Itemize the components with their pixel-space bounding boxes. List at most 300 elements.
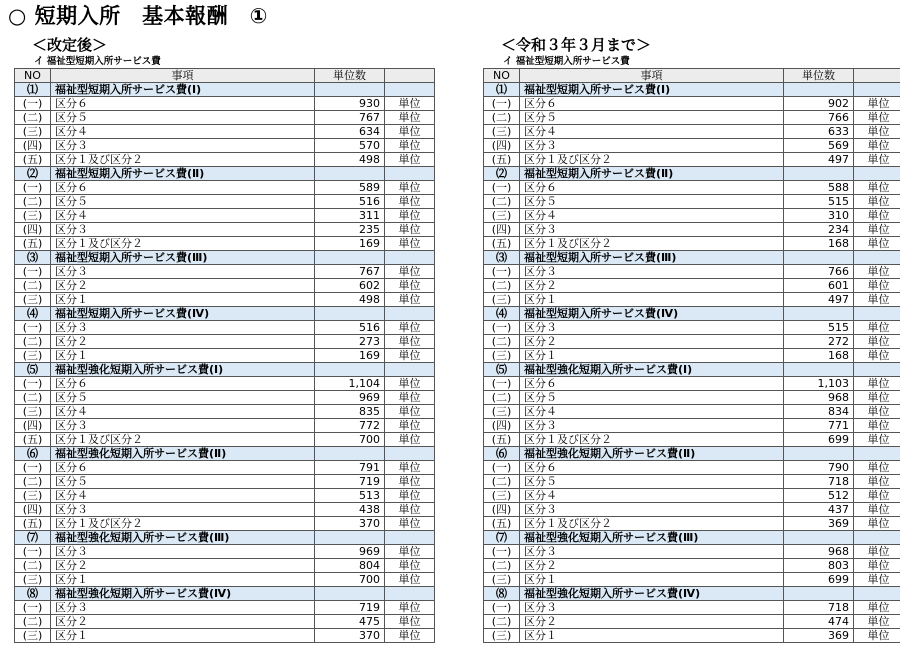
row-number: (一) — [484, 97, 520, 111]
row-unit-label: 単位 — [385, 97, 435, 111]
row-unit-label: 単位 — [854, 265, 900, 279]
row-unit-label: 単位 — [854, 517, 900, 531]
row-unit-label: 単位 — [854, 335, 900, 349]
row-name: 区分３ — [51, 601, 315, 615]
row-number: (三) — [15, 629, 51, 643]
group-number: ⑸ — [484, 363, 520, 377]
row-unit-label: 単位 — [385, 335, 435, 349]
table-header — [484, 69, 900, 83]
table-row — [15, 279, 435, 293]
row-units: 633 — [784, 125, 854, 139]
table-row — [484, 629, 900, 643]
row-unit-label: 単位 — [854, 391, 900, 405]
row-unit-label: 単位 — [854, 377, 900, 391]
table-row — [484, 335, 900, 349]
group-number: ⑹ — [484, 447, 520, 461]
previous-section — [483, 34, 900, 643]
row-number: (五) — [484, 237, 520, 251]
row-name: 区分５ — [520, 111, 784, 125]
row-units: 790 — [784, 461, 854, 475]
row-units: 438 — [315, 503, 385, 517]
group-row — [484, 363, 900, 377]
group-unit-blank — [854, 167, 900, 181]
row-unit-label: 単位 — [854, 97, 900, 111]
group-value-blank — [315, 447, 385, 461]
page-title: ○ 短期入所 基本報酬 ① — [8, 4, 268, 28]
row-unit-label: 単位 — [385, 139, 435, 153]
row-units: 767 — [315, 111, 385, 125]
row-name: 区分２ — [51, 559, 315, 573]
row-name: 区分２ — [51, 335, 315, 349]
row-number: (三) — [15, 293, 51, 307]
row-number: (二) — [15, 559, 51, 573]
row-units: 834 — [784, 405, 854, 419]
group-number: ⑶ — [484, 251, 520, 265]
row-name: 区分１ — [520, 293, 784, 307]
group-row — [484, 447, 900, 461]
row-unit-label: 単位 — [385, 517, 435, 531]
table-row — [484, 475, 900, 489]
row-units: 369 — [784, 517, 854, 531]
table-row — [484, 461, 900, 475]
row-unit-label: 単位 — [385, 153, 435, 167]
row-units: 370 — [315, 517, 385, 531]
group-row — [484, 167, 900, 181]
row-name: 区分２ — [520, 615, 784, 629]
table-header — [15, 69, 435, 83]
row-number: (三) — [484, 293, 520, 307]
group-row — [484, 307, 900, 321]
row-units: 766 — [784, 265, 854, 279]
row-units: 699 — [784, 433, 854, 447]
row-name: 区分５ — [51, 195, 315, 209]
group-value-blank — [784, 447, 854, 461]
row-unit-label: 単位 — [854, 433, 900, 447]
row-number: (一) — [484, 265, 520, 279]
table-row — [15, 489, 435, 503]
row-unit-label: 単位 — [385, 503, 435, 517]
row-unit-label: 単位 — [854, 629, 900, 643]
row-number: (三) — [484, 405, 520, 419]
row-number: (二) — [15, 391, 51, 405]
row-number: (二) — [15, 615, 51, 629]
row-number: (三) — [15, 489, 51, 503]
row-name: 区分２ — [520, 335, 784, 349]
row-unit-label: 単位 — [854, 111, 900, 125]
table-row — [484, 153, 900, 167]
row-number: (三) — [15, 573, 51, 587]
row-units: 968 — [784, 391, 854, 405]
table-row — [484, 615, 900, 629]
row-units: 589 — [315, 181, 385, 195]
group-name: 福祉型短期入所サービス費(Ⅲ) — [51, 251, 315, 265]
row-unit-label: 単位 — [854, 419, 900, 433]
row-name: 区分５ — [51, 391, 315, 405]
table-row — [15, 405, 435, 419]
row-unit-label: 単位 — [385, 195, 435, 209]
row-name: 区分４ — [520, 125, 784, 139]
group-unit-blank — [854, 531, 900, 545]
row-name: 区分３ — [51, 139, 315, 153]
table-row — [15, 153, 435, 167]
row-units: 475 — [315, 615, 385, 629]
row-number: (三) — [484, 209, 520, 223]
row-name: 区分１及び区分２ — [520, 433, 784, 447]
row-number: (一) — [484, 321, 520, 335]
row-number: (四) — [484, 223, 520, 237]
table-row — [15, 503, 435, 517]
table-row — [484, 293, 900, 307]
row-units: 497 — [784, 293, 854, 307]
group-value-blank — [315, 307, 385, 321]
row-number: (四) — [484, 503, 520, 517]
group-name: 福祉型強化短期入所サービス費(Ⅰ) — [520, 363, 784, 377]
table-row — [15, 195, 435, 209]
row-number: (一) — [484, 181, 520, 195]
table-row — [484, 279, 900, 293]
header-item: 事項 — [520, 69, 784, 83]
table-row — [15, 475, 435, 489]
group-number: ⑻ — [484, 587, 520, 601]
group-name: 福祉型強化短期入所サービス費(Ⅳ) — [520, 587, 784, 601]
row-number: (二) — [15, 335, 51, 349]
row-unit-label: 単位 — [854, 489, 900, 503]
row-number: (四) — [15, 139, 51, 153]
row-number: (二) — [15, 475, 51, 489]
header-units: 単位数 — [784, 69, 854, 83]
table-row — [15, 545, 435, 559]
table-row — [15, 321, 435, 335]
group-unit-blank — [385, 251, 435, 265]
row-number: (二) — [484, 391, 520, 405]
row-unit-label: 単位 — [854, 237, 900, 251]
row-units: 902 — [784, 97, 854, 111]
row-name: 区分１ — [51, 629, 315, 643]
group-unit-blank — [385, 167, 435, 181]
row-unit-label: 単位 — [385, 265, 435, 279]
row-name: 区分６ — [51, 97, 315, 111]
group-number: ⑴ — [484, 83, 520, 97]
table-row — [15, 601, 435, 615]
row-units: 700 — [315, 433, 385, 447]
table-row — [15, 111, 435, 125]
row-units: 569 — [784, 139, 854, 153]
row-units: 369 — [784, 629, 854, 643]
table-row — [15, 139, 435, 153]
row-name: 区分５ — [520, 391, 784, 405]
group-value-blank — [315, 363, 385, 377]
table-row — [15, 629, 435, 643]
group-name: 福祉型強化短期入所サービス費(Ⅲ) — [520, 531, 784, 545]
table-row — [484, 377, 900, 391]
row-units: 699 — [784, 573, 854, 587]
group-name: 福祉型強化短期入所サービス費(Ⅱ) — [51, 447, 315, 461]
table-row — [484, 111, 900, 125]
section-subtitle: ＜改定後＞ — [32, 36, 108, 54]
row-name: 区分３ — [51, 503, 315, 517]
row-number: (四) — [15, 419, 51, 433]
row-units: 234 — [784, 223, 854, 237]
row-number: (三) — [484, 349, 520, 363]
row-units: 601 — [784, 279, 854, 293]
group-name: 福祉型短期入所サービス費(Ⅱ) — [51, 167, 315, 181]
row-unit-label: 単位 — [854, 615, 900, 629]
row-name: 区分４ — [51, 125, 315, 139]
row-units: 718 — [784, 475, 854, 489]
row-units: 969 — [315, 545, 385, 559]
table-row — [484, 559, 900, 573]
row-unit-label: 単位 — [854, 475, 900, 489]
row-name: 区分３ — [520, 419, 784, 433]
row-name: 区分３ — [520, 321, 784, 335]
header-blank — [854, 69, 900, 83]
group-number: ⑺ — [15, 531, 51, 545]
row-unit-label: 単位 — [854, 125, 900, 139]
header-no: NO — [484, 69, 520, 83]
row-unit-label: 単位 — [385, 223, 435, 237]
row-number: (四) — [484, 139, 520, 153]
table-row — [484, 391, 900, 405]
row-name: 区分１ — [520, 629, 784, 643]
row-number: (一) — [15, 181, 51, 195]
row-name: 区分２ — [520, 559, 784, 573]
row-number: (一) — [15, 321, 51, 335]
row-name: 区分５ — [520, 195, 784, 209]
header-units: 単位数 — [315, 69, 385, 83]
table-row — [15, 461, 435, 475]
row-units: 311 — [315, 209, 385, 223]
row-number: (四) — [15, 223, 51, 237]
group-name: 福祉型強化短期入所サービス費(Ⅰ) — [51, 363, 315, 377]
row-name: 区分２ — [51, 279, 315, 293]
row-name: 区分４ — [51, 405, 315, 419]
row-number: (二) — [484, 279, 520, 293]
row-number: (二) — [15, 111, 51, 125]
row-number: (二) — [484, 195, 520, 209]
row-unit-label: 単位 — [854, 293, 900, 307]
group-value-blank — [784, 83, 854, 97]
row-name: 区分５ — [51, 111, 315, 125]
group-value-blank — [315, 251, 385, 265]
table-row — [484, 601, 900, 615]
row-unit-label: 単位 — [385, 405, 435, 419]
table-row — [15, 237, 435, 251]
group-name: 福祉型強化短期入所サービス費(Ⅲ) — [51, 531, 315, 545]
row-number: (三) — [15, 349, 51, 363]
row-unit-label: 単位 — [854, 321, 900, 335]
row-number: (二) — [484, 475, 520, 489]
row-unit-label: 単位 — [385, 419, 435, 433]
row-unit-label: 単位 — [385, 349, 435, 363]
row-number: (三) — [484, 629, 520, 643]
table-row — [484, 349, 900, 363]
row-units: 700 — [315, 573, 385, 587]
group-name: 福祉型強化短期入所サービス費(Ⅱ) — [520, 447, 784, 461]
row-unit-label: 単位 — [385, 489, 435, 503]
group-name: 福祉型短期入所サービス費(Ⅱ) — [520, 167, 784, 181]
table-row — [484, 503, 900, 517]
row-units: 969 — [315, 391, 385, 405]
row-number: (三) — [484, 125, 520, 139]
table-row — [484, 433, 900, 447]
row-unit-label: 単位 — [385, 461, 435, 475]
row-number: (一) — [15, 265, 51, 279]
row-name: 区分２ — [51, 615, 315, 629]
row-units: 512 — [784, 489, 854, 503]
row-name: 区分１及び区分２ — [51, 433, 315, 447]
row-name: 区分１及び区分２ — [51, 517, 315, 531]
group-number: ⑷ — [484, 307, 520, 321]
row-unit-label: 単位 — [385, 573, 435, 587]
row-name: 区分３ — [51, 223, 315, 237]
table-row — [484, 545, 900, 559]
row-unit-label: 単位 — [385, 559, 435, 573]
row-name: 区分５ — [51, 475, 315, 489]
row-unit-label: 単位 — [854, 139, 900, 153]
row-unit-label: 単位 — [385, 629, 435, 643]
group-value-blank — [315, 83, 385, 97]
group-row — [15, 363, 435, 377]
row-units: 370 — [315, 629, 385, 643]
group-unit-blank — [385, 531, 435, 545]
row-units: 930 — [315, 97, 385, 111]
row-units: 437 — [784, 503, 854, 517]
row-units: 718 — [784, 601, 854, 615]
group-number: ⑸ — [15, 363, 51, 377]
group-unit-blank — [854, 363, 900, 377]
row-name: 区分６ — [520, 181, 784, 195]
row-number: (一) — [15, 461, 51, 475]
row-number: (一) — [484, 461, 520, 475]
table-row — [15, 433, 435, 447]
group-unit-blank — [854, 307, 900, 321]
row-unit-label: 単位 — [854, 461, 900, 475]
table-row — [484, 489, 900, 503]
table-row — [484, 97, 900, 111]
row-units: 474 — [784, 615, 854, 629]
row-name: 区分３ — [51, 265, 315, 279]
row-name: 区分６ — [520, 377, 784, 391]
row-name: 区分３ — [51, 419, 315, 433]
row-unit-label: 単位 — [854, 503, 900, 517]
row-unit-label: 単位 — [385, 181, 435, 195]
table-row — [484, 139, 900, 153]
row-unit-label: 単位 — [385, 321, 435, 335]
row-units: 516 — [315, 321, 385, 335]
row-number: (五) — [484, 153, 520, 167]
row-units: 767 — [315, 265, 385, 279]
table-row — [15, 615, 435, 629]
group-value-blank — [784, 531, 854, 545]
row-unit-label: 単位 — [385, 433, 435, 447]
row-number: (三) — [484, 489, 520, 503]
row-unit-label: 単位 — [854, 545, 900, 559]
table-row — [15, 559, 435, 573]
row-name: 区分１ — [51, 293, 315, 307]
row-units: 516 — [315, 195, 385, 209]
row-unit-label: 単位 — [385, 391, 435, 405]
group-unit-blank — [385, 363, 435, 377]
group-name: 福祉型短期入所サービス費(Ⅰ) — [520, 83, 784, 97]
row-number: (一) — [15, 377, 51, 391]
row-unit-label: 単位 — [854, 573, 900, 587]
group-value-blank — [315, 587, 385, 601]
row-name: 区分３ — [520, 223, 784, 237]
group-unit-blank — [854, 587, 900, 601]
row-units: 1,103 — [784, 377, 854, 391]
row-unit-label: 単位 — [385, 237, 435, 251]
group-value-blank — [315, 531, 385, 545]
group-unit-blank — [854, 83, 900, 97]
table-row — [484, 181, 900, 195]
row-number: (一) — [15, 545, 51, 559]
row-number: (五) — [15, 153, 51, 167]
row-name: 区分４ — [51, 489, 315, 503]
group-row — [15, 531, 435, 545]
row-number: (五) — [15, 517, 51, 531]
table-row — [484, 195, 900, 209]
table-row — [15, 293, 435, 307]
group-value-blank — [784, 587, 854, 601]
group-row — [15, 447, 435, 461]
group-row — [484, 83, 900, 97]
row-number: (一) — [484, 545, 520, 559]
row-number: (三) — [15, 405, 51, 419]
group-value-blank — [315, 167, 385, 181]
row-units: 513 — [315, 489, 385, 503]
group-row — [15, 167, 435, 181]
row-units: 835 — [315, 405, 385, 419]
row-unit-label: 単位 — [854, 195, 900, 209]
row-unit-label: 単位 — [385, 615, 435, 629]
row-number: (五) — [15, 433, 51, 447]
row-units: 273 — [315, 335, 385, 349]
group-name: 福祉型短期入所サービス費(Ⅳ) — [520, 307, 784, 321]
row-unit-label: 単位 — [385, 279, 435, 293]
table-row — [484, 321, 900, 335]
revised-section — [14, 34, 434, 643]
group-number: ⑻ — [15, 587, 51, 601]
row-name: 区分４ — [520, 209, 784, 223]
table-row — [15, 223, 435, 237]
table-row — [15, 209, 435, 223]
group-unit-blank — [854, 251, 900, 265]
table-row — [484, 573, 900, 587]
row-name: 区分３ — [520, 265, 784, 279]
group-unit-blank — [385, 447, 435, 461]
row-number: (三) — [15, 125, 51, 139]
row-number: (五) — [484, 433, 520, 447]
group-number: ⑶ — [15, 251, 51, 265]
row-unit-label: 単位 — [854, 559, 900, 573]
group-row — [15, 587, 435, 601]
row-name: 区分３ — [520, 139, 784, 153]
row-units: 515 — [784, 195, 854, 209]
group-unit-blank — [385, 587, 435, 601]
row-units: 310 — [784, 209, 854, 223]
row-units: 804 — [315, 559, 385, 573]
row-unit-label: 単位 — [385, 111, 435, 125]
group-number: ⑵ — [484, 167, 520, 181]
row-name: 区分３ — [520, 503, 784, 517]
row-name: 区分３ — [51, 321, 315, 335]
row-name: 区分４ — [51, 209, 315, 223]
row-units: 272 — [784, 335, 854, 349]
row-units: 497 — [784, 153, 854, 167]
group-unit-blank — [385, 83, 435, 97]
row-name: 区分３ — [520, 545, 784, 559]
row-units: 498 — [315, 153, 385, 167]
